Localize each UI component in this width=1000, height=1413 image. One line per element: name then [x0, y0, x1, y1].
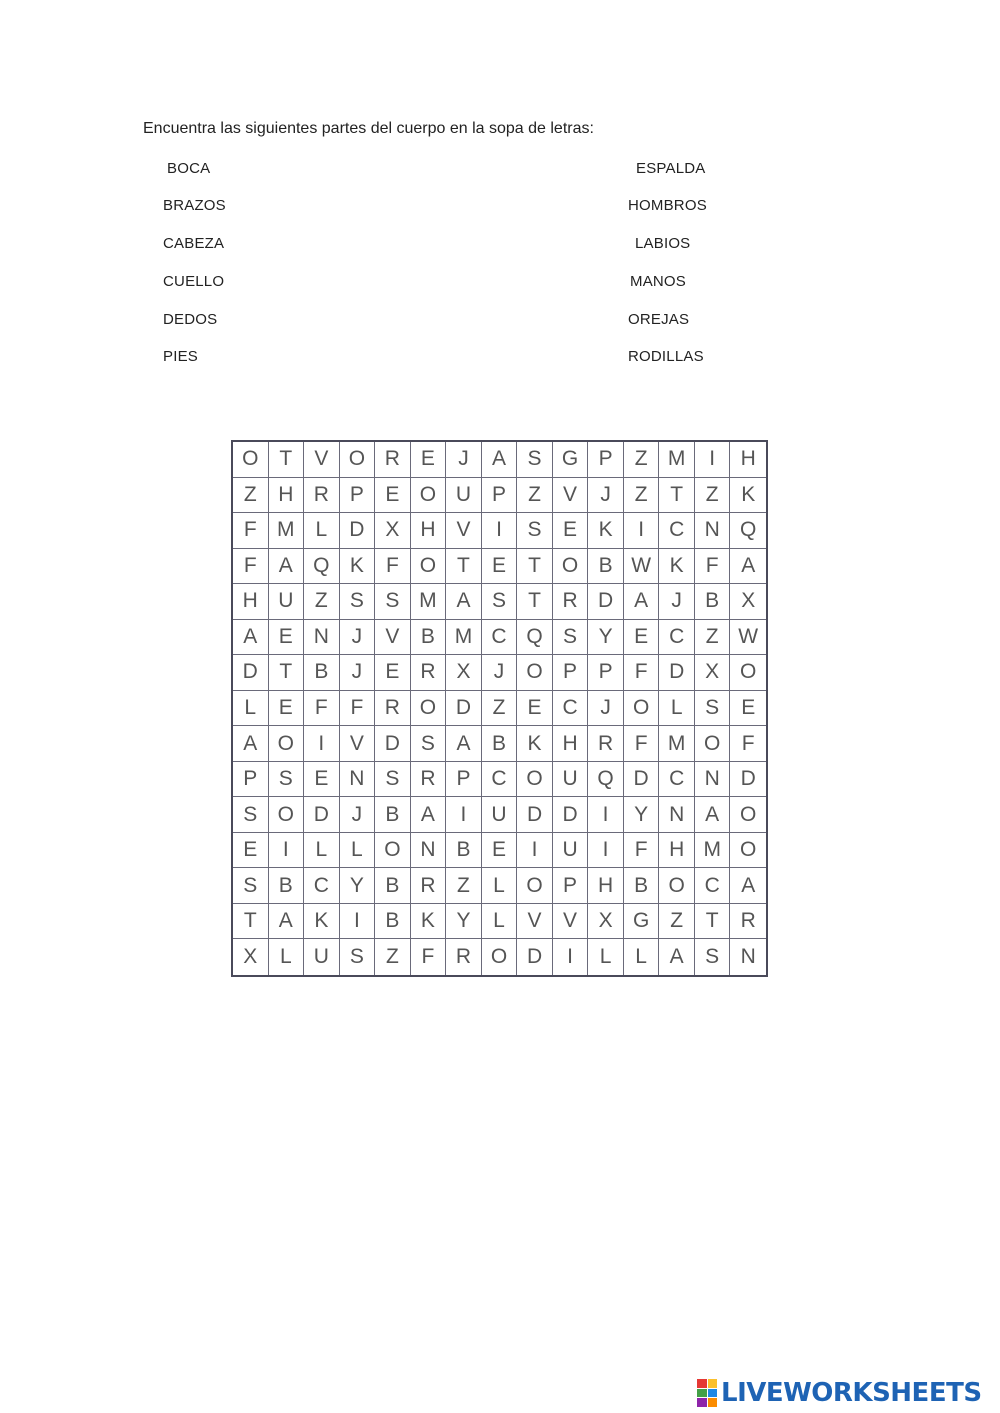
grid-cell[interactable]: T [517, 584, 553, 620]
word-item: OREJAS [628, 311, 690, 328]
grid-cell[interactable]: U [304, 939, 340, 975]
grid-cell[interactable]: A [446, 726, 482, 762]
grid-cell[interactable]: O [517, 762, 553, 798]
grid-cell[interactable]: V [340, 726, 376, 762]
logo-block [697, 1398, 707, 1407]
grid-cell[interactable]: Q [517, 620, 553, 656]
grid-cell[interactable]: F [624, 726, 660, 762]
grid-cell[interactable]: K [517, 726, 553, 762]
word-item: PIES [163, 348, 198, 365]
grid-cell[interactable]: L [482, 904, 518, 940]
grid-cell[interactable]: D [517, 939, 553, 975]
grid-cell[interactable]: H [233, 584, 269, 620]
grid-cell[interactable]: J [340, 655, 376, 691]
grid-cell[interactable]: P [446, 762, 482, 798]
grid-cell[interactable]: Z [624, 478, 660, 514]
grid-cell[interactable]: L [340, 833, 376, 869]
grid-cell[interactable]: X [588, 904, 624, 940]
grid-cell[interactable]: U [482, 797, 518, 833]
grid-cell[interactable]: D [659, 655, 695, 691]
grid-cell[interactable]: L [304, 513, 340, 549]
logo-block [697, 1379, 707, 1388]
grid-cell[interactable]: X [730, 584, 766, 620]
grid-cell[interactable]: Q [588, 762, 624, 798]
logo-text: LIVEWORKSHEETS [721, 1378, 982, 1408]
grid-cell[interactable]: Y [340, 868, 376, 904]
grid-cell[interactable]: T [269, 655, 305, 691]
grid-cell[interactable]: A [730, 868, 766, 904]
word-item: CUELLO [163, 273, 225, 290]
grid-cell[interactable]: M [269, 513, 305, 549]
grid-cell[interactable]: R [304, 478, 340, 514]
grid-cell[interactable]: I [269, 833, 305, 869]
grid-cell[interactable]: R [411, 762, 447, 798]
grid-cell[interactable]: I [482, 513, 518, 549]
grid-cell[interactable]: N [304, 620, 340, 656]
grid-cell[interactable]: B [695, 584, 731, 620]
grid-cell[interactable]: O [482, 939, 518, 975]
grid-cell[interactable]: R [411, 868, 447, 904]
grid-cell[interactable]: H [659, 833, 695, 869]
grid-cell[interactable]: K [659, 549, 695, 585]
grid-cell[interactable]: X [695, 655, 731, 691]
grid-cell[interactable]: R [375, 691, 411, 727]
grid-cell[interactable]: Z [482, 691, 518, 727]
grid-cell[interactable]: C [659, 513, 695, 549]
grid-cell[interactable]: R [553, 584, 589, 620]
logo-block [708, 1389, 718, 1398]
grid-cell[interactable]: A [730, 549, 766, 585]
grid-cell[interactable]: K [340, 549, 376, 585]
grid-cell[interactable]: S [553, 620, 589, 656]
word-item: LABIOS [635, 235, 691, 252]
grid-cell[interactable]: Z [624, 442, 660, 478]
grid-cell[interactable]: L [482, 868, 518, 904]
grid-cell[interactable]: M [446, 620, 482, 656]
grid-cell[interactable]: T [269, 442, 305, 478]
grid-cell[interactable]: D [588, 584, 624, 620]
grid-cell[interactable]: R [446, 939, 482, 975]
word-item: CABEZA [163, 235, 225, 252]
grid-cell[interactable]: O [411, 478, 447, 514]
grid-cell[interactable]: O [340, 442, 376, 478]
grid-cell[interactable]: P [553, 868, 589, 904]
grid-cell[interactable]: O [517, 655, 553, 691]
grid-cell[interactable]: U [269, 584, 305, 620]
grid-cell[interactable]: T [695, 904, 731, 940]
grid-cell[interactable]: S [233, 797, 269, 833]
grid-cell[interactable]: B [624, 868, 660, 904]
grid-cell[interactable]: R [375, 442, 411, 478]
logo-block [708, 1398, 718, 1407]
grid-cell[interactable]: A [411, 797, 447, 833]
grid-cell[interactable]: I [588, 833, 624, 869]
grid-cell[interactable]: T [446, 549, 482, 585]
grid-cell[interactable]: U [553, 833, 589, 869]
grid-cell[interactable]: D [624, 762, 660, 798]
grid-cell[interactable]: F [624, 833, 660, 869]
grid-cell[interactable]: S [517, 442, 553, 478]
grid-cell[interactable]: J [659, 584, 695, 620]
grid-cell[interactable]: C [482, 620, 518, 656]
grid-cell[interactable]: S [269, 762, 305, 798]
grid-cell[interactable]: Q [730, 513, 766, 549]
grid-cell[interactable]: O [659, 868, 695, 904]
grid-cell[interactable]: B [588, 549, 624, 585]
grid-cell[interactable]: D [517, 797, 553, 833]
grid-cell[interactable]: O [730, 797, 766, 833]
grid-cell[interactable]: Z [517, 478, 553, 514]
grid-cell[interactable]: R [730, 904, 766, 940]
grid-cell[interactable]: S [233, 868, 269, 904]
grid-cell[interactable]: J [340, 797, 376, 833]
grid-cell[interactable]: C [695, 868, 731, 904]
grid-cell[interactable]: S [340, 584, 376, 620]
grid-cell[interactable]: P [340, 478, 376, 514]
grid-cell[interactable]: K [411, 904, 447, 940]
grid-cell[interactable]: D [375, 726, 411, 762]
grid-cell[interactable]: S [340, 939, 376, 975]
grid-cell[interactable]: E [269, 620, 305, 656]
grid-cell[interactable]: I [340, 904, 376, 940]
grid-cell[interactable]: Z [695, 620, 731, 656]
grid-cell[interactable]: I [517, 833, 553, 869]
grid-cell[interactable]: S [517, 513, 553, 549]
grid-cell[interactable]: C [659, 762, 695, 798]
grid-cell[interactable]: J [446, 442, 482, 478]
grid-cell[interactable]: Q [304, 549, 340, 585]
grid-cell[interactable]: O [553, 549, 589, 585]
grid-cell[interactable]: A [446, 584, 482, 620]
grid-cell[interactable]: M [659, 726, 695, 762]
grid-cell[interactable]: S [695, 691, 731, 727]
grid-cell[interactable]: W [624, 549, 660, 585]
word-item: ESPALDA [636, 160, 706, 177]
grid-cell[interactable]: I [446, 797, 482, 833]
grid-cell[interactable]: B [375, 904, 411, 940]
grid-cell[interactable]: C [553, 691, 589, 727]
grid-cell[interactable]: I [624, 513, 660, 549]
liveworksheets-logo [697, 1378, 982, 1408]
grid-cell[interactable]: E [304, 762, 340, 798]
grid-cell[interactable]: C [482, 762, 518, 798]
word-item: DEDOS [163, 311, 218, 328]
grid-cell[interactable]: P [588, 442, 624, 478]
grid-cell[interactable]: F [411, 939, 447, 975]
grid-cell[interactable]: P [588, 655, 624, 691]
grid-cell[interactable]: V [553, 478, 589, 514]
grid-cell[interactable]: O [269, 797, 305, 833]
grid-cell[interactable]: V [375, 620, 411, 656]
grid-cell[interactable]: E [517, 691, 553, 727]
grid-cell[interactable]: R [411, 655, 447, 691]
grid-cell[interactable]: E [482, 549, 518, 585]
grid-cell[interactable]: A [482, 442, 518, 478]
grid-cell[interactable]: O [730, 833, 766, 869]
grid-cell[interactable]: O [624, 691, 660, 727]
grid-cell[interactable]: S [375, 762, 411, 798]
word-item: HOMBROS [628, 197, 707, 214]
liveworksheets-logo-icon [697, 1379, 717, 1407]
word-item: RODILLAS [628, 348, 704, 365]
grid-cell[interactable]: F [375, 549, 411, 585]
grid-cell[interactable]: W [730, 620, 766, 656]
grid-cell[interactable]: Z [446, 868, 482, 904]
grid-cell[interactable]: O [411, 549, 447, 585]
grid-cell[interactable]: N [695, 762, 731, 798]
logo-block [708, 1379, 718, 1388]
grid-cell[interactable]: C [304, 868, 340, 904]
grid-cell[interactable]: N [695, 513, 731, 549]
grid-cell[interactable]: O [695, 726, 731, 762]
grid-cell[interactable]: F [624, 655, 660, 691]
grid-cell[interactable]: Y [588, 620, 624, 656]
grid-cell[interactable]: T [659, 478, 695, 514]
grid-cell[interactable]: N [740, 945, 756, 969]
grid-cell[interactable]: A [233, 620, 269, 656]
grid-cell[interactable]: E [411, 442, 447, 478]
grid-cell[interactable]: L [588, 939, 624, 975]
logo-block [697, 1389, 707, 1398]
grid-cell[interactable]: S [482, 584, 518, 620]
grid-cell[interactable]: D [446, 691, 482, 727]
grid-cell[interactable]: I [588, 797, 624, 833]
grid-cell[interactable]: L [624, 939, 660, 975]
grid-cell[interactable]: Z [695, 478, 731, 514]
grid-cell[interactable]: H [588, 868, 624, 904]
grid-cell[interactable]: H [411, 513, 447, 549]
grid-cell[interactable]: S [695, 939, 731, 975]
grid-cell[interactable]: H [730, 442, 766, 478]
grid-cell[interactable]: J [340, 620, 376, 656]
grid-cell[interactable]: T [517, 549, 553, 585]
grid-cell[interactable]: E [730, 691, 766, 727]
grid-cell[interactable]: M [695, 833, 731, 869]
grid-cell[interactable]: D [233, 655, 269, 691]
grid-cell[interactable]: V [304, 442, 340, 478]
grid-cell[interactable]: F [304, 691, 340, 727]
grid-cell[interactable]: H [269, 478, 305, 514]
grid-cell[interactable]: V [517, 904, 553, 940]
grid-cell[interactable]: E [269, 691, 305, 727]
grid-cell[interactable]: B [269, 868, 305, 904]
grid-cell[interactable]: U [446, 478, 482, 514]
grid-cell[interactable]: O [375, 833, 411, 869]
grid-cell[interactable]: Z [659, 904, 695, 940]
grid-cell[interactable]: O [517, 868, 553, 904]
grid-cell[interactable]: K [730, 478, 766, 514]
grid-cell[interactable]: N [659, 797, 695, 833]
word-item: BRAZOS [163, 197, 226, 214]
grid-cell[interactable]: R [588, 726, 624, 762]
grid-cell[interactable]: B [304, 655, 340, 691]
grid-cell[interactable]: F [233, 549, 269, 585]
grid-cell[interactable]: L [304, 833, 340, 869]
grid-cell[interactable]: D [553, 797, 589, 833]
grid-cell[interactable]: Z [233, 478, 269, 514]
grid-cell[interactable]: O [233, 442, 269, 478]
grid-cell[interactable]: I [695, 442, 731, 478]
grid-cell[interactable]: B [411, 620, 447, 656]
grid-cell[interactable]: L [233, 691, 269, 727]
grid-cell[interactable]: B [446, 833, 482, 869]
grid-cell[interactable]: O [269, 726, 305, 762]
grid-cell[interactable]: S [375, 584, 411, 620]
grid-cell[interactable]: V [553, 904, 589, 940]
grid-cell[interactable]: F [233, 513, 269, 549]
grid-cell[interactable]: J [588, 691, 624, 727]
grid-cell[interactable]: G [624, 904, 660, 940]
grid-cell[interactable]: M [411, 584, 447, 620]
grid-cell[interactable]: P [482, 478, 518, 514]
grid-cell[interactable]: F [695, 549, 731, 585]
grid-cell[interactable]: I [553, 939, 589, 975]
grid-cell[interactable]: D [340, 513, 376, 549]
grid-cell[interactable]: X [233, 939, 269, 975]
grid-cell[interactable]: E [375, 655, 411, 691]
grid-cell[interactable]: O [730, 655, 766, 691]
grid-cell[interactable]: O [411, 691, 447, 727]
grid-cell[interactable]: L [659, 691, 695, 727]
grid-cell[interactable]: D [730, 762, 766, 798]
grid-cell[interactable]: H [553, 726, 589, 762]
grid-cell[interactable]: K [588, 513, 624, 549]
grid-cell[interactable]: X [446, 655, 482, 691]
grid-cell[interactable]: X [375, 513, 411, 549]
grid-cell[interactable]: D [304, 797, 340, 833]
grid-cell[interactable]: T [233, 904, 269, 940]
grid-cell[interactable]: L [269, 939, 305, 975]
grid-cell[interactable]: U [553, 762, 589, 798]
word-item: MANOS [630, 273, 687, 290]
grid-cell[interactable]: A [659, 939, 695, 975]
grid-cell[interactable]: Y [624, 797, 660, 833]
grid-cell[interactable]: B [375, 868, 411, 904]
grid-cell[interactable]: J [588, 478, 624, 514]
grid-cell[interactable]: P [233, 762, 269, 798]
grid-cell[interactable]: J [482, 655, 518, 691]
grid-cell[interactable]: E [624, 620, 660, 656]
grid-cell[interactable]: G [553, 442, 589, 478]
grid-cell[interactable]: P [553, 655, 589, 691]
grid-cell[interactable]: V [446, 513, 482, 549]
grid-cell[interactable]: Z [375, 939, 411, 975]
grid-cell[interactable]: E [553, 513, 589, 549]
grid-cell[interactable]: C [659, 620, 695, 656]
grid-cell[interactable]: A [269, 904, 305, 940]
grid-cell[interactable]: A [695, 797, 731, 833]
grid-cell[interactable]: F [340, 691, 376, 727]
grid-cell[interactable]: A [269, 549, 305, 585]
grid-cell[interactable]: A [624, 584, 660, 620]
grid-cell[interactable]: I [304, 726, 340, 762]
grid-cell[interactable]: K [304, 904, 340, 940]
grid-cell[interactable]: Z [304, 584, 340, 620]
instructions: Encuentra las siguientes partes del cuerpo en la sopa de letras: [143, 120, 594, 137]
grid-cell[interactable]: Y [446, 904, 482, 940]
grid-cell[interactable]: N [411, 833, 447, 869]
grid-cell[interactable]: E [233, 833, 269, 869]
grid-cell[interactable]: M [659, 442, 695, 478]
word-search-grid [231, 440, 768, 977]
grid-cell[interactable]: N [340, 762, 376, 798]
grid-cell[interactable]: E [482, 833, 518, 869]
grid-cell[interactable]: B [375, 797, 411, 833]
grid-cell[interactable]: S [411, 726, 447, 762]
grid-cell[interactable]: A [233, 726, 269, 762]
word-item: BOCA [167, 160, 211, 177]
grid-cell[interactable]: E [375, 478, 411, 514]
grid-cell[interactable]: F [730, 726, 766, 762]
grid-cell[interactable]: B [482, 726, 518, 762]
